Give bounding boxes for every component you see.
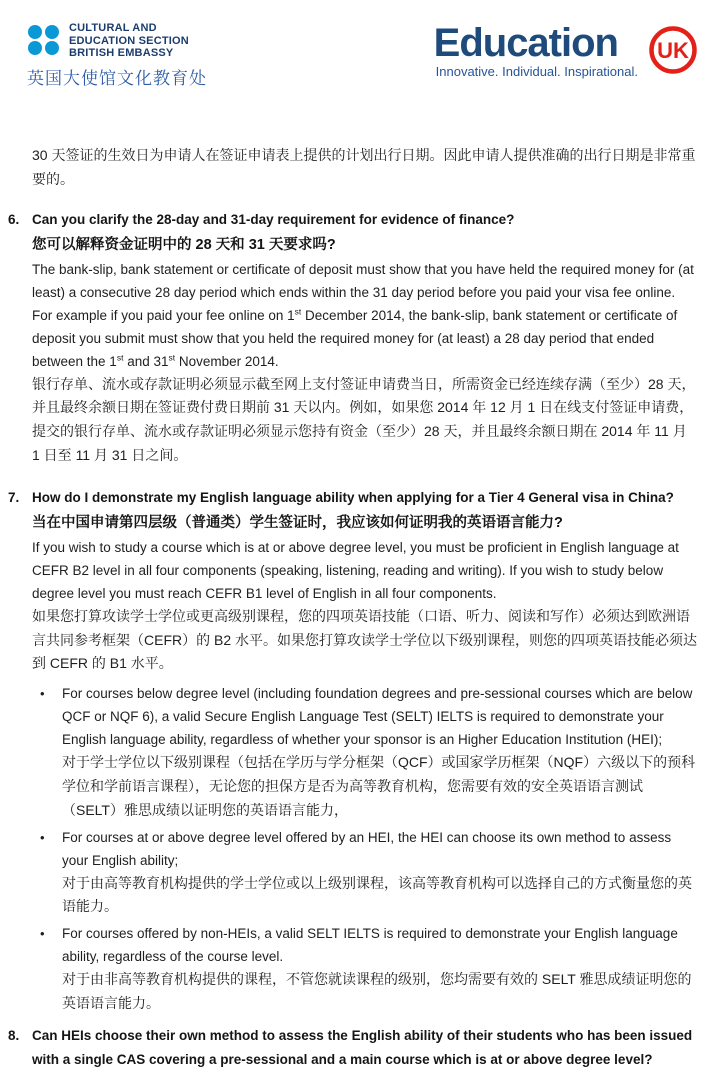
uk-roundel-icon	[646, 24, 700, 78]
ordinal-suffix: st	[116, 352, 124, 363]
education-wordmark: Education	[433, 21, 618, 65]
list-item	[32, 922, 697, 1016]
ordinal-suffix: st	[294, 306, 302, 317]
question-8-title-en: Can HEIs choose their own method to assess the English ability of their students who has been issued with a single CAS covering a pre-sessional and a main course which is at or above degree level?	[32, 1027, 693, 1067]
intro-paragraph-zh: 30 天签证的生效日为申请人在签证申请表上提供的计划出行日期。因此申请人提供准确的出行日期是非常重要的。	[32, 147, 696, 187]
bullet-icon: •	[40, 926, 45, 942]
bullet-text-zh: 对于由高等教育机构提供的学士学位或以上级别课程，该高等教育机构可以选择自己的方式衡量您的英语能力。	[62, 874, 692, 915]
logo-dot	[45, 25, 59, 39]
bullet-text-en: For courses below degree level (including foundation degrees and pre-sessional courses which are below QCF or NQF 6), a valid Secure English Language Test (SELT) IELTS is required to demonstrate your English language ability, regardless of whether your sponsor is an Higher Education Institution (HEI);	[62, 686, 693, 748]
question-7-title-en: How do I demonstrate my English language ability when applying for a Tier 4 General visa in China?	[32, 489, 674, 505]
answer-text: November 2014.	[175, 353, 279, 369]
embassy-logo	[28, 22, 189, 60]
education-uk-text	[434, 22, 638, 79]
list-item	[32, 826, 697, 920]
embassy-logo-line: BRITISH EMBASSY	[69, 47, 174, 59]
embassy-logo-chinese: 英国大使馆文化教育处	[27, 69, 207, 88]
logo-dot	[28, 41, 42, 55]
ordinal-suffix: st	[168, 352, 176, 363]
bullet-text-zh: 对于由非高等教育机构提供的课程，不管您就读课程的级别，您均需要有效的 SELT 雅思成绩证明您的英语语言能力。	[62, 971, 692, 1011]
question-7-answer-en: If you wish to study a course which is at or above degree level, you must be proficient in English language at CEFR B2 level in all four components (speaking, listening, reading and writing). If you wish to study below degree level you must reach CEFR B1 level of English in all four components.	[32, 539, 679, 601]
logo-dot	[28, 25, 42, 39]
embassy-logo-text	[69, 22, 189, 60]
question-8	[8, 1024, 697, 1072]
question-6-answer-zh: 银行存单、流水或存款证明必须显示截至网上支付签证申请费当日，所需资金已经连续存满（至少）28 天，并且最终余额日期在签证费付费日期前 31 天以内。例如，如果您 2014 年 12 月 1 日在线支付签证申请费，提交的银行存单、流水或存款证明必须显示您持有资金（至少）28 天，并且最终余额日期在 2014 年 11 月 1 日至 11 月 31 日之间。	[32, 375, 696, 463]
question-6	[8, 208, 697, 468]
question-6-title-en: Can you clarify the 28-day and 31-day requirement for evidence of finance?	[32, 211, 515, 227]
education-uk-logo	[434, 22, 700, 79]
answer-text: The bank-slip, bank statement or certificate of deposit must show that you have held the required money for (at least) a consecutive 28 day period which ends within the 31 day period before you paid your visa fee online. For example if you paid your fee online on 1	[32, 261, 694, 323]
bullet-icon: •	[40, 686, 45, 702]
bullet-text-en: For courses offered by non-HEIs, a valid SELT IELTS is required to demonstrate your English language ability, regardless of the course level.	[62, 926, 678, 965]
question-7-bullet-list	[32, 682, 697, 1016]
question-8-number: 8.	[8, 1027, 20, 1043]
answer-text: and 31	[123, 353, 169, 369]
bullet-text-en: For courses at or above degree level offered by an HEI, the HEI can choose its own method to assess your English ability;	[62, 829, 672, 868]
list-item	[32, 682, 697, 822]
question-6-answer-en	[32, 258, 697, 373]
page-header	[0, 0, 724, 108]
embassy-dots-icon	[28, 25, 60, 56]
answer-text: December 2014, the bank-slip, bank statement or certificate of deposit you submit must show that you held the required money for (at least) a 28 day period that ended between the 1	[32, 307, 678, 369]
embassy-logo-line: EDUCATION SECTION	[69, 34, 189, 47]
question-6-title-zh: 您可以解释资金证明中的 28 天和 31 天要求吗?	[32, 236, 336, 253]
question-7-number: 7.	[8, 489, 20, 505]
document-content	[0, 144, 724, 1072]
bullet-icon: •	[40, 829, 45, 845]
bullet-text-zh: 对于学士学位以下级别课程（包括在学历与学分框架（QCF）或国家学历框架（NQF）六级以下的预科学位和学前语言课程），无论您的担保方是否为高等教育机构，您需要有效的安全英语语言测试（SELT）雅思成绩以证明您的英语语言能力，	[62, 754, 696, 818]
question-7-title-zh: 当在中国申请第四层级（普通类）学生签证时，我应该如何证明我的英语语言能力?	[32, 514, 563, 531]
question-7-answer-zh: 如果您打算攻读学士学位或更高级别课程，您的四项英语技能（口语、听力、阅读和写作）必须达到欧洲语言共同参考框架（CEFR）的 B2 水平。如果您打算攻读学士学位以下级别课程，则您的四项英语技能必须达到 CEFR 的 B1 水平。	[32, 607, 698, 672]
education-tagline: Innovative. Individual. Inspirational.	[435, 64, 638, 79]
question-6-number: 6.	[8, 211, 20, 227]
logo-dot	[45, 41, 59, 55]
embassy-logo-line: CULTURAL AND	[69, 22, 157, 34]
question-7	[8, 486, 698, 1016]
uk-roundel-label: UK	[657, 38, 689, 63]
